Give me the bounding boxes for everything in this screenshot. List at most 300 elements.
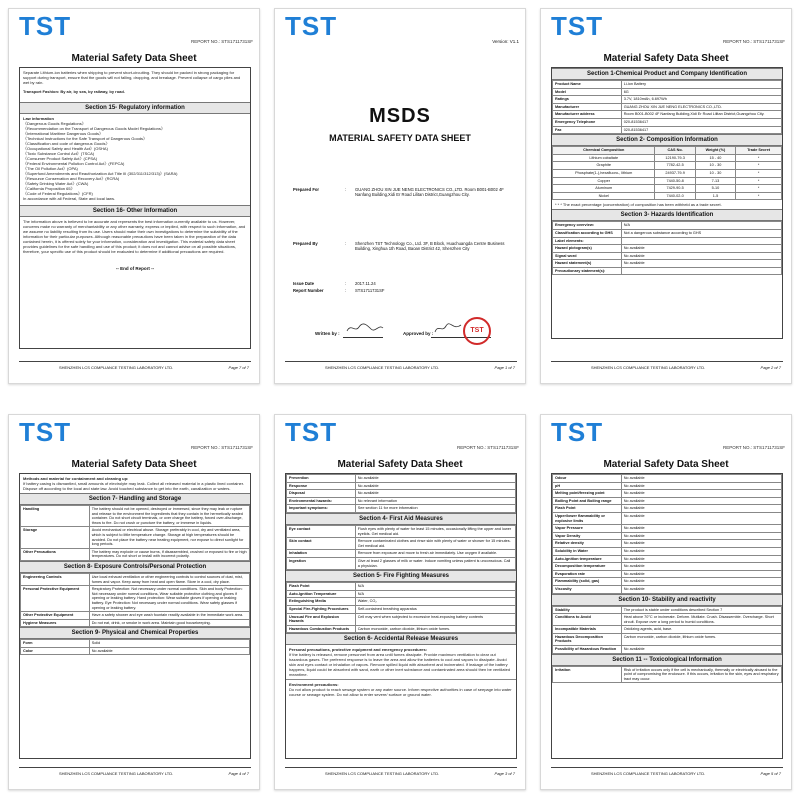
row-label: Auto-ignition temperature [553,555,622,563]
law-item: 《International Maritime Dangerous Goods》 [23,131,104,136]
section-header: Section 1-Chemical Product and Company Identification [552,68,782,80]
section-header: Section 10- Stability and reactivity [552,594,782,606]
content-frame [551,67,783,339]
first-aid-table [286,525,516,570]
page-7 [8,8,260,384]
table-row [553,252,782,260]
row-label: Eye contact [287,525,356,537]
section-header: Section 7- Handling and Storage [20,493,250,505]
row-label: Model [553,88,622,96]
report-number: REPORT NO.: STS1711731SF [190,39,253,44]
row-label: Special Fire-Fighting Procedures [287,605,356,613]
row-label: Precautionary statement(s): [553,267,622,275]
row-label: Extinguishing Media [287,598,356,606]
table-row [553,177,782,185]
properties-table [552,474,782,594]
table-row [287,538,516,550]
report-number: REPORT NO.: STS1711731SF [722,39,785,44]
tst-logo: TST [19,11,72,41]
table-row [553,547,782,555]
section-header: Section 6- Accidental Release Measures [286,633,516,645]
value: STS1711731SF [355,288,385,293]
table-row [21,612,250,620]
table-row [553,237,782,245]
row-value: No available [621,540,781,548]
section-header: Section 16- Other Information [20,205,250,217]
row-label: Lithium cobaltate [553,154,655,162]
label: Prepared For [293,187,320,192]
stability-table [552,606,782,654]
row-value: No available [355,475,515,483]
tst-logo: TST [285,11,338,41]
label: Report Number [293,288,324,293]
paragraph: If battery casing is dismantled, small amounts of electrolyte may leak. Collect all released material in a plastic lined container. Dispose off according to the local and state law. Avoid touched substance to get into the earth, canalization or waters. [23,481,244,491]
row-label: Hazardous Combustion Products [287,625,356,633]
page-number: Page 5 of 7 [760,771,781,776]
row-value: No available [621,490,781,498]
section-header: Section 5- Fire Fighting Measures [286,570,516,582]
row-label: Disposal [287,490,356,498]
row-value: No relevant information [355,497,515,505]
row-label: Upper/lower flammability or explosive limits [553,512,622,524]
section-header: Section 11 -- Toxicological Information [552,654,782,666]
row-label: Flash Point [553,505,622,513]
msds-title: MSDS [369,105,431,127]
row-value: Li-ion Battery [621,81,781,89]
row-value: Carbon monoxide, carbon dioxide, lithium oxide fumes. [355,625,515,633]
law-item: 《California Proposition 65》 [23,186,75,191]
table-row [553,666,782,683]
row-value: * [736,154,782,162]
footer-lab: SHENZHEN LCS COMPLIANCE TESTING LABORATORY LTD. [591,771,706,776]
row-value: No available [621,570,781,578]
section-header: Section 8- Exposure Controls/Personal Protection [20,561,250,573]
column-header: Chemical Composition [553,147,655,155]
paragraph: The information above is believed to be accurate and represents the best information currently available to us. However, concerns make no warranty of merchantability or any other warranty, express or implied, with respect to such information, and we assume no liability resulting from its use. Users should make their own investigations to determine the suitability of the information for their particular purposes. Although reasonable precautions have been taken in the preparation of the data contained herein, it is offered solely for your information, consideration and investigation. This material safety data sheet provides guidelines for the safe handling and use of this product; it does not and cannot advise on all possible situations, therefore, your specific use of this product should be evaluated to determine if additional precautions are required. [23,219,246,254]
value: Shenzhen TST Technology Co., Ltd. 3F, B Block, Huachuangda Centre Business Building, Xinghua 1th Road, Baoan District 42, Shenzhen City [355,241,505,252]
row-value: Cell may vent when subjected to excessive heat-exposing battery contents [355,613,515,625]
paragraph: Separate Lithium-ion batteries when shipping to prevent short-circuiting. They should be packed in strong packaging for support during transport, ensure that the goods will not falling, dropping, and breakage. Prevent collapse of cargo piles and wet by rain. [23,70,241,85]
summary-table [286,474,516,513]
row-label: Emergency overview: [553,222,622,230]
row-label: Emergency Telephone [553,118,622,126]
row-value: Use local exhaust ventilation or other engineering controls to control sources of dust, mist, fumes and vapor. Keep away from heat and open flame. Store in a cool, dry place. [89,573,249,585]
content-frame [19,473,251,759]
table-row [21,527,250,548]
report-number: REPORT NO.: STS1711731SF [190,445,253,450]
row-label: Vapor Density [553,532,622,540]
table-row [553,245,782,253]
row-value: No available [621,646,781,654]
row-value: GUANG ZHOU XIN JUE NENG ELECTRONICS CO.,LTD. [621,103,781,111]
row-value: No available [621,547,781,555]
law-item: 《Superfund Amendments and Reauthorization Act Title III (302/311/312/313)》(SARA) [23,171,178,176]
row-value: 7440-02-0 [655,192,695,200]
law-title: Law information [23,116,54,121]
table-row [287,525,516,537]
row-label: Aluminum [553,185,655,193]
row-value: N/A [621,222,781,230]
prepared-for-row: Prepared For : GUANG ZHOU XIN JUE NENG ELECTRONICS CO.,LTD. Room B001-B002 4F Nanfang Building,Xidi Er Road Lilitan District,Guangzhou City. [293,187,517,211]
row-value: N/A [355,583,515,591]
row-label: Color [21,647,90,655]
row-value: * [736,192,782,200]
table-row [553,154,782,162]
row-value [621,237,781,245]
table-row [553,482,782,490]
table-row [287,490,516,498]
row-label: Engineering Controls [21,573,90,585]
row-label: Other Protective Equipment [21,612,90,620]
row-value: No available [621,532,781,540]
row-label: Hazard pictogram(s) [553,245,622,253]
table-row [553,229,782,237]
row-value: 10 - 30 [695,169,735,177]
report-number: REPORT NO.: STS1711731SF [456,445,519,450]
row-label: Solubility in Water [553,547,622,555]
table-row [287,497,516,505]
page-2 [540,8,792,384]
paragraph: If the battery is released, remove personnel from area until fumes dissipate. Provide maximum ventilation to clear out hazardous gases. The preferred response is to leave the area and allow the batteries to cool and vapors to dissipate. Avoid skin and eyes contact or inhalation of vapors. Remove spilled liquid with absorbent and incinerated. If leakage of the battery happens, liquid could be absorbed with sand, earth or other inert substance and contaminated area should then be ventilated meantime. [289,652,511,678]
footer-lab: SHENZHEN LCS COMPLIANCE TESTING LABORATORY LTD. [591,365,706,370]
row-value: Oxidizing agents, acid, base. [621,626,781,634]
row-value: 7429-90-5 [655,185,695,193]
table-row [287,505,516,513]
footer-lab: SHENZHEN LCS COMPLIANCE TESTING LABORATORY LTD. [59,365,174,370]
label: Issue Date [293,281,314,286]
table-row [553,606,782,614]
release-title: Personal precautions, protective equipment and emergency procedures: [289,647,428,653]
footer-lab: SHENZHEN LCS COMPLIANCE TESTING LABORATORY LTD. [59,771,174,776]
row-label: Classification according to GHS [553,229,622,237]
end-of-report: -- End of Report -- [115,266,155,271]
row-value: No available [621,505,781,513]
row-value: 1-5 [695,192,735,200]
table-row [553,614,782,626]
table-row [287,605,516,613]
table-row [553,111,782,119]
row-value: 6G [621,88,781,96]
row-value: No available [621,252,781,260]
row-label: Evaporation rate [553,570,622,578]
row-label: Hygiene Measures [21,619,90,627]
table-row [21,640,250,648]
row-value: Self-contained breathing apparatus [355,605,515,613]
section-header: Section 9- Physical and Chemical Properties [20,627,250,639]
row-value: The product is stable under conditions described Section 7 [621,606,781,614]
row-label: Phosphate(1-),hexafluoro-, lithium [553,169,655,177]
tst-logo: TST [551,11,604,41]
row-label: Manufacturer address [553,111,622,119]
table-row [21,586,250,612]
row-value: No available [621,563,781,571]
row-label: Prevention [287,475,356,483]
column-header: Trade Secret [736,147,782,155]
page-1 [274,8,526,384]
table-row [287,557,516,569]
row-label: Label elements: [553,237,622,245]
handling-table [20,505,250,561]
row-label: Copper [553,177,655,185]
report-number: REPORT NO.: STS1711731SF [722,445,785,450]
table-row [553,103,782,111]
table-row [553,475,782,483]
table-row [287,598,516,606]
law-item: 《Code of Federal Regulations》(CFR) [23,191,93,196]
table-row [553,646,782,654]
law-item: 《Occupational Safety and Health Act》(OSHA) [23,146,108,151]
row-value: Heat above 70°C or incinerate. Deform. Mutilate. Crush. Disassemble. Overcharge. Short circuit. Expose over a long period to humid conditions. [621,614,781,626]
page-5 [540,414,792,790]
table-row [21,647,250,655]
row-label: Auto-Ignition Temperature [287,590,356,598]
value: GUANG ZHOU XIN JUE NENG ELECTRONICS CO.,LTD. Room B001-B002 4F Nanfang Building,Xidi Er Road Lilitan District,Guangzhou City. [355,187,504,198]
row-value: 7-13 [695,177,735,185]
row-value: No available [355,490,515,498]
row-label: Fax [553,126,622,134]
table-header-row [553,147,782,155]
footer [19,361,251,370]
row-value: 5-10 [695,185,735,193]
prepared-by-row: Prepared By : Shenzhen TST Technology Co., Ltd. 3F, B Block, Huachuangda Centre Business Building, Xinghua 1th Road, Baoan District 42, Shenzhen City [293,241,517,265]
table-row [287,583,516,591]
row-label: Flash Point [287,583,356,591]
value: 2017.11.24 [355,281,376,286]
table-row [553,222,782,230]
row-value: No available [621,475,781,483]
signature-icon [433,321,463,335]
page-3 [274,414,526,790]
row-value: No available [621,245,781,253]
row-label: Storage [21,527,90,548]
footer [551,361,783,370]
section-header: Section 4- First Aid Measures [286,513,516,525]
table-row [553,192,782,200]
table-row [553,497,782,505]
paragraph: Transport Fashion: By air, by sea, by railway, by road. [23,89,125,94]
written-by-label: Written by : [315,331,340,336]
law-list [20,121,250,201]
intro-title: Methods and material for containment and cleaning up: [23,476,129,481]
row-label: Flammability (solid, gas) [553,578,622,586]
product-table [552,80,782,134]
msds-subtitle: MATERIAL SAFETY DATA SHEET [329,133,471,143]
law-item: 《Safety Drinking Water Act》(CWA) [23,181,89,186]
table-row [553,578,782,586]
table-row [553,88,782,96]
row-label: Signal word [553,252,622,260]
table-row [553,118,782,126]
issue-date-row: Issue Date : 2017.11.24 [293,281,517,287]
row-label: Unusual Fire and Explosion Hazards [287,613,356,625]
table-row [553,505,782,513]
row-value: No available [355,482,515,490]
hazards-table [552,221,782,275]
row-label: Other Precautions [21,548,90,560]
row-label: Melting point/freezing point [553,490,622,498]
row-value: Give at least 2 glasses of milk or water. Induce vomiting unless patient is unconscious. Call a physician. [355,557,515,569]
row-label: Decomposition temperature [553,563,622,571]
row-value: Have a safety shower and eye wash fountain readily available in the immediate work area. [89,612,249,620]
tst-logo: TST [285,417,338,447]
row-value: Risk of irritation occurs only if the cell is mechanically, thermally or electrically abused to the point of compromising the enclosure. If this occurs, irritation to the skin, eyes and respiratory tract may occur. [621,666,781,683]
row-value: Not a dangerous substance according to GHS [621,229,781,237]
toxicology-table [552,666,782,684]
physical-table [20,639,250,655]
tst-logo: TST [551,417,604,447]
column-header: Weight (%) [695,147,735,155]
table-row [553,540,782,548]
row-value: The battery may explode or cause burns, if disassembled, crushed or exposed to fire or high temperatures. Do not short or install with incorrect polarity. [89,548,249,560]
table-row [553,585,782,593]
row-label: Form [21,640,90,648]
row-value: 10 - 30 [695,162,735,170]
row-label: Graphite [553,162,655,170]
table-row [553,512,782,524]
row-value: No available [621,497,781,505]
law-item: 《Consumer Product Safety Act》(CPSA) [23,156,98,161]
row-value: 15 - 40 [695,154,735,162]
law-item: 《Federal Environmental Pollution Control Act》(FEPCA) [23,161,125,166]
footer [19,767,251,776]
row-value: 12190-79-3 [655,154,695,162]
label: Prepared By [293,241,318,246]
sheet-title: Material Safety Data Sheet [603,53,729,64]
row-label: Ingestion [287,557,356,569]
row-value: No available [621,585,781,593]
row-label: Inhalation [287,550,356,558]
table-row [553,563,782,571]
table-row [553,267,782,275]
law-item: 《The Oil Pollution Act》(OPA) [23,166,78,171]
law-item: 《Classification and code of dangerous Goods》 [23,141,110,146]
row-value: 7782-42-5 [655,162,695,170]
row-label: Hazardous Decomposition Products [553,633,622,645]
row-label: Incompatible Materials [553,626,622,634]
row-label: Skin contact [287,538,356,550]
table-row [553,570,782,578]
tst-logo: TST [19,417,72,447]
row-value: Water, CO₂ [355,598,515,606]
approved-by-label: Approved by : [403,331,434,336]
fire-table [286,582,516,633]
env-title: Environment precautions: [286,679,516,687]
row-label: Conditions to Avoid [553,614,622,626]
row-value: 020-81536417 [621,126,781,134]
row-value: No available [621,512,781,524]
sheet-title: Material Safety Data Sheet [337,459,463,470]
row-value: No available [621,482,781,490]
table-row [553,633,782,645]
row-label: Vapor Pressure [553,525,622,533]
row-value: 24937-79-9 [655,169,695,177]
content-frame [285,473,517,759]
report-number-row: Report Number : STS1711731SF [293,288,517,294]
table-row [553,162,782,170]
row-value: Do not eat, drink, or smoke in work area. Maintain good housekeeping. [89,619,249,627]
row-value: Room B001-B002 4F Nanfang Building,Xidi Er Road Lilitan District,Guangzhou City. [621,111,781,119]
page-number: Page 3 of 7 [494,771,515,776]
row-value: Respiratory Protection: Not necessary under normal conditions. Skin and body Protection: Not necessary under normal conditions, Wear suitable protective clothing and gloves if opening or leaking battery. Hand protection: Wear suitable gloves if opening or leaking battery. Eye Protection: Not necessary under normal conditions. Wear safety glasses if opening or leaking battery. [89,586,249,612]
section-header: Section 3- Hazards Identification [552,209,782,221]
row-value: No available [621,578,781,586]
row-label: Irritation [553,666,622,683]
law-item: 《Resource Conservation and Recovery Act》(RCRA) [23,176,120,181]
row-label: Important symptoms: [287,505,356,513]
composition-note: * * * The exact percentage (concentration) of composition has been withheld as a trade secret. [555,202,722,208]
row-label: Stability [553,606,622,614]
table-row [21,506,250,527]
footer-lab: SHENZHEN LCS COMPLIANCE TESTING LABORATORY LTD. [325,365,440,370]
table-row [553,260,782,268]
table-row [553,626,782,634]
content-frame [19,67,251,349]
row-value: Remove contaminated clothes and rinse skin with plenty of water or shower for 15 minutes. Get medical aid. [355,538,515,550]
footer [285,361,517,370]
section-header: Section 15- Regulatory information [20,102,250,114]
row-value: No available [621,260,781,268]
exposure-table [20,573,250,627]
row-label: Personal Protective Equipment [21,586,90,612]
column-header: CAS No. [655,147,695,155]
row-value: 020-81536417 [621,118,781,126]
row-label: Boiling Point and Boiling range [553,497,622,505]
page-number: Page 2 of 7 [760,365,781,370]
row-label: Relative density [553,540,622,548]
row-label: Product Name [553,81,622,89]
row-label: Hazard statement(s) [553,260,622,268]
row-value: 7440-50-8 [655,177,695,185]
table-row [287,482,516,490]
sheet-title: Material Safety Data Sheet [603,459,729,470]
table-row [553,126,782,134]
row-value: Solid [89,640,249,648]
footer-lab: SHENZHEN LCS COMPLIANCE TESTING LABORATORY LTD. [325,771,440,776]
law-item: 《Recommendation on the Transport of Dangerous Goods Model Regulations》 [23,126,165,131]
table-row [553,532,782,540]
table-row [287,550,516,558]
table-row [287,613,516,625]
law-item: 《Technical Instructions for the Safe Transport of Dangerous Goods》 [23,136,148,141]
page-number: Page 4 of 7 [228,771,249,776]
row-label: Response [287,482,356,490]
page-4 [8,414,260,790]
law-item: 《Toxic Substance Control Act》(TSCA) [23,151,95,156]
sheet-title: Material Safety Data Sheet [71,53,197,64]
page-number: Page 1 of 7 [494,365,515,370]
table-row [287,625,516,633]
table-row [553,555,782,563]
table-row [21,573,250,585]
table-row [553,81,782,89]
row-value: No available [89,647,249,655]
table-row [553,490,782,498]
table-row [287,590,516,598]
composition-table [552,146,782,200]
table-row [21,548,250,560]
seal-stamp-icon: TST [463,317,491,345]
row-value: * [736,185,782,193]
row-value: The battery should not be opened, destroyed or immersed, since they may leak or rupture and release to the environment the ingredients that they contain in the hermetically sealed container. Do not short circuit terminals, or over charge the battery, forced over-discharge, throw to fire. Do not crush or puncture the battery, or immerse in liquids. [89,506,249,527]
sheet-title: Material Safety Data Sheet [71,459,197,470]
table-row [553,96,782,104]
row-label: Possibility of Hazardous Reaction [553,646,622,654]
table-row [287,475,516,483]
footer [551,767,783,776]
row-label: pH [553,482,622,490]
row-value: No available [621,555,781,563]
row-label: Viscosity [553,585,622,593]
